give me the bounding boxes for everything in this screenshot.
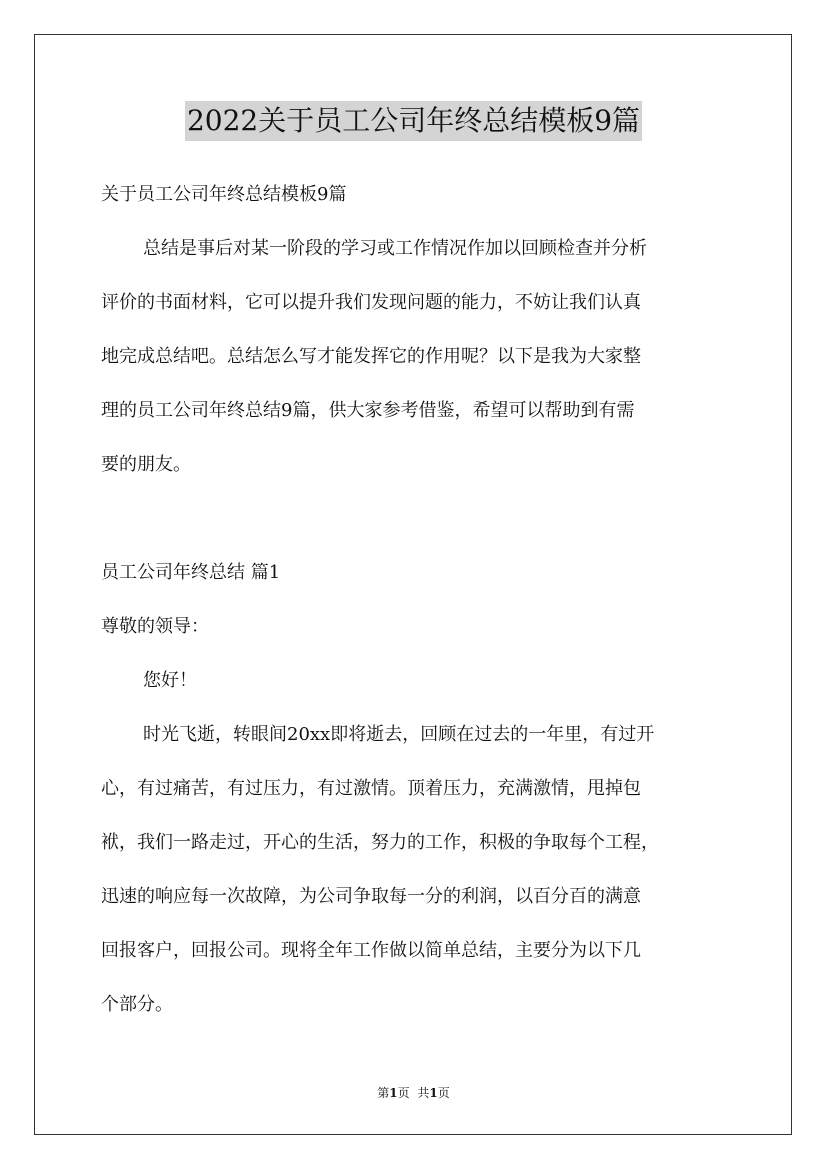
- document-subtitle: 关于员工公司年终总结模板9篇: [101, 184, 347, 205]
- body-line-2: 心，有过痛苦，有过压力，有过激情。顶着压力，充满激情，甩掉包: [101, 778, 641, 799]
- body-line-6: 个部分。: [101, 994, 173, 1015]
- body-line-1: 时光飞逝，转眼间20xx即将逝去，回顾在过去的一年里，有过开: [143, 724, 655, 745]
- section-heading: 员工公司年终总结 篇1: [101, 562, 281, 583]
- footer-total-pages: 1: [429, 1086, 438, 1100]
- greeting: 您好！: [143, 670, 197, 691]
- footer-page-prefix: 第: [377, 1086, 390, 1100]
- page-footer: [0, 1085, 827, 1101]
- salutation: 尊敬的领导：: [101, 616, 209, 637]
- footer-total-prefix: 共: [417, 1086, 430, 1100]
- footer-page-number: 1: [389, 1086, 398, 1100]
- body-line-3: 袱，我们一路走过，开心的生活，努力的工作，积极的争取每个工程，: [101, 832, 659, 853]
- intro-line-4: 理的员工公司年终总结9篇，供大家参考借鉴，希望可以帮助到有需: [101, 400, 635, 421]
- intro-line-5: 要的朋友。: [101, 454, 191, 475]
- footer-total-suffix: 页: [437, 1086, 450, 1100]
- title-wrapper: [0, 101, 827, 141]
- body-line-5: 回报客户，回报公司。现将全年工作做以简单总结，主要分为以下几: [101, 940, 641, 961]
- intro-line-2: 评价的书面材料，它可以提升我们发现问题的能力，不妨让我们认真: [101, 292, 641, 313]
- document-title: 2022关于员工公司年终总结模板9篇: [185, 101, 642, 141]
- intro-line-1: 总结是事后对某一阶段的学习或工作情况作加以回顾检查并分析: [143, 238, 647, 259]
- footer-page-suffix: 页: [397, 1086, 410, 1100]
- intro-line-3: 地完成总结吧。总结怎么写才能发挥它的作用呢？以下是我为大家整: [101, 346, 641, 367]
- body-line-4: 迅速的响应每一次故障，为公司争取每一分的利润，以百分百的满意: [101, 886, 641, 907]
